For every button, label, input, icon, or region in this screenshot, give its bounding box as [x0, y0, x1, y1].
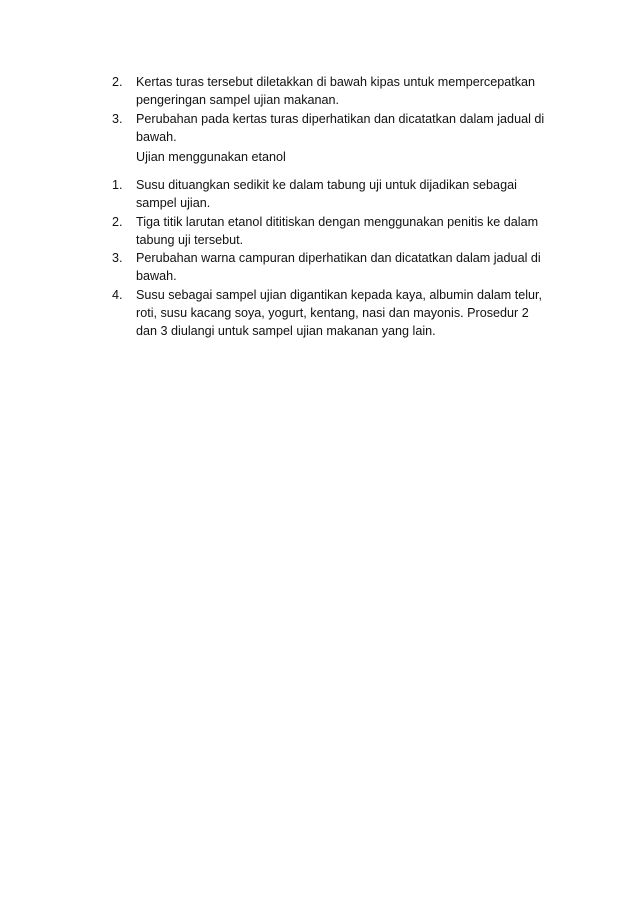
procedure-list-part-1	[112, 73, 552, 146]
list-item-text: Susu sebagai sampel ujian digantikan kepada kaya, albumin dalam telur, roti, susu kacang soya, yogurt, kentang, nasi dan mayonis. Prosedur 2 dan 3 diulangi untuk sampel ujian makanan yang lain.	[136, 287, 543, 339]
list-item-text: Perubahan warna campuran diperhatikan dan dicatatkan dalam jadual di bawah.	[136, 251, 541, 284]
list-item-number: 2.	[112, 75, 123, 89]
list-item-number: 3.	[112, 111, 123, 126]
list-item-number: 2.	[112, 214, 123, 229]
list-item-number: 4.	[112, 287, 123, 302]
list-item	[112, 213, 552, 250]
list-item-number: 1.	[112, 178, 123, 192]
list-item-text: Kertas turas tersebut diletakkan di bawah kipas untuk mempercepatkan pengeringan sampel ujian makanan.	[136, 75, 536, 108]
list-item-number: 3.	[112, 251, 123, 266]
list-item-text: Tiga titik larutan etanol dititiskan dengan menggunakan penitis ke dalam tabung uji tersebut.	[136, 214, 539, 247]
procedure-list-ethanol-test	[112, 176, 552, 341]
list-item	[112, 176, 552, 213]
section-heading: Ujian menggunakan etanol	[136, 150, 286, 164]
list-item	[112, 249, 552, 286]
list-item-text: Susu dituangkan sedikit ke dalam tabung uji untuk dijadikan sebagai sampel ujian.	[136, 178, 517, 211]
list-item	[112, 110, 552, 147]
list-item	[112, 73, 552, 110]
list-item	[112, 286, 552, 341]
list-item-text: Perubahan pada kertas turas diperhatikan dan dicatatkan dalam jadual di bawah.	[136, 111, 545, 144]
